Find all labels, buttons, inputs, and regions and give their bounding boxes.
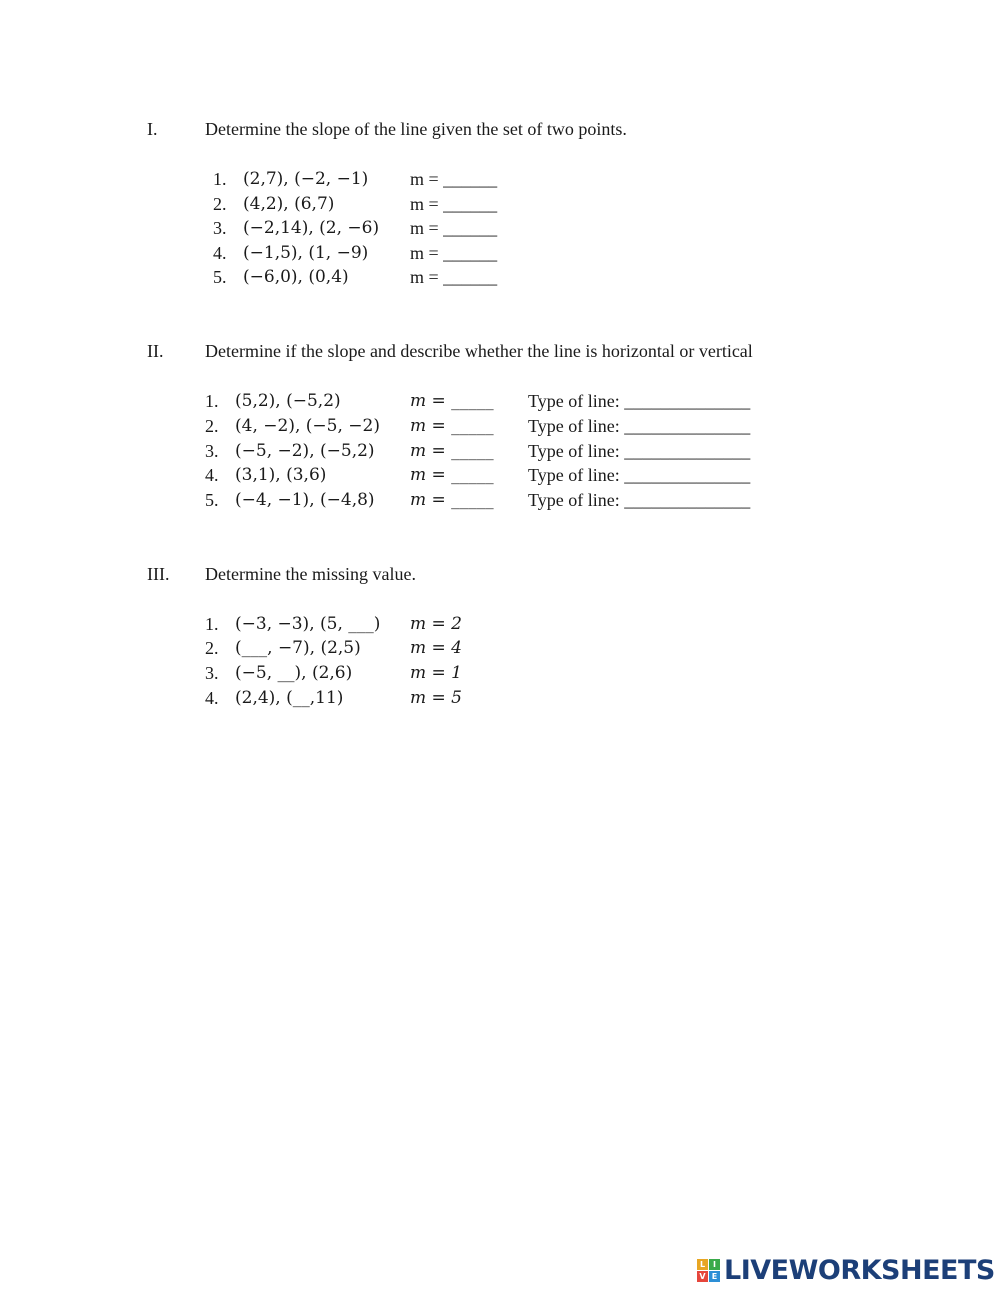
item-points: (3,1), (3,6) <box>235 465 327 485</box>
item-number: 2. <box>205 416 219 436</box>
item-number: 5. <box>213 267 227 287</box>
item-points: (−1,5), (1, −9) <box>243 243 369 263</box>
item-number: 3. <box>205 663 219 683</box>
item-points: (−2,14), (2, −6) <box>243 218 380 238</box>
logo-mark-icon <box>697 1259 720 1282</box>
slope-answer-blank[interactable]: m = ______ <box>410 243 498 263</box>
slope-answer-blank[interactable]: m = _____ <box>410 490 494 510</box>
line-type-answer-blank[interactable]: Type of line: ______________ <box>528 490 751 510</box>
given-slope: m = 5 <box>410 688 462 708</box>
given-slope: m = 1 <box>410 663 462 683</box>
line-type-answer-blank[interactable]: Type of line: ______________ <box>528 465 751 485</box>
logo-wordmark: LIVEWORKSHEETS <box>724 1254 995 1286</box>
logo-letter-v: V <box>697 1271 708 1282</box>
line-type-answer-blank[interactable]: Type of line: ______________ <box>528 391 751 411</box>
item-number: 4. <box>205 465 219 485</box>
slope-answer-blank[interactable]: m = ______ <box>410 267 498 287</box>
section-2-instruction: Determine if the slope and describe whether the line is horizontal or vertical <box>205 341 753 361</box>
section-3-numeral: III. <box>147 564 170 584</box>
item-number: 2. <box>213 194 227 214</box>
logo-letter-e: E <box>709 1271 720 1282</box>
item-points: (5,2), (−5,2) <box>235 391 341 411</box>
item-points-with-blank[interactable]: (2,4), (__,11) <box>235 688 344 708</box>
given-slope: m = 2 <box>410 614 462 634</box>
slope-answer-blank[interactable]: m = _____ <box>410 465 494 485</box>
item-number: 5. <box>205 490 219 510</box>
section-3-instruction: Determine the missing value. <box>205 564 416 584</box>
item-number: 1. <box>205 614 219 634</box>
item-number: 4. <box>213 243 227 263</box>
item-number: 4. <box>205 688 219 708</box>
section-1-instruction: Determine the slope of the line given the set of two points. <box>205 119 627 139</box>
liveworksheets-logo <box>697 1254 995 1286</box>
item-points: (−6,0), (0,4) <box>243 267 349 287</box>
slope-answer-blank[interactable]: m = ______ <box>410 218 498 238</box>
item-points: (4,2), (6,7) <box>243 194 335 214</box>
item-points: (−4, −1), (−4,8) <box>235 490 375 510</box>
section-1-numeral: I. <box>147 119 158 139</box>
line-type-answer-blank[interactable]: Type of line: ______________ <box>528 416 751 436</box>
line-type-answer-blank[interactable]: Type of line: ______________ <box>528 441 751 461</box>
slope-answer-blank[interactable]: m = _____ <box>410 416 494 436</box>
slope-answer-blank[interactable]: m = ______ <box>410 194 498 214</box>
logo-letter-l: L <box>697 1259 708 1270</box>
item-points: (−5, −2), (−5,2) <box>235 441 375 461</box>
item-number: 1. <box>205 391 219 411</box>
item-points-with-blank[interactable]: (___, −7), (2,5) <box>235 638 361 658</box>
item-number: 3. <box>205 441 219 461</box>
item-number: 2. <box>205 638 219 658</box>
item-number: 3. <box>213 218 227 238</box>
logo-letter-i: I <box>709 1259 720 1270</box>
item-points-with-blank[interactable]: (−3, −3), (5, ___) <box>235 614 381 634</box>
given-slope: m = 4 <box>410 638 462 658</box>
item-points: (2,7), (−2, −1) <box>243 169 369 189</box>
slope-answer-blank[interactable]: m = ______ <box>410 169 498 189</box>
item-points: (4, −2), (−5, −2) <box>235 416 380 436</box>
item-points-with-blank[interactable]: (−5, __), (2,6) <box>235 663 353 683</box>
section-2-numeral: II. <box>147 341 164 361</box>
slope-answer-blank[interactable]: m = _____ <box>410 391 494 411</box>
item-number: 1. <box>213 169 227 189</box>
slope-answer-blank[interactable]: m = _____ <box>410 441 494 461</box>
